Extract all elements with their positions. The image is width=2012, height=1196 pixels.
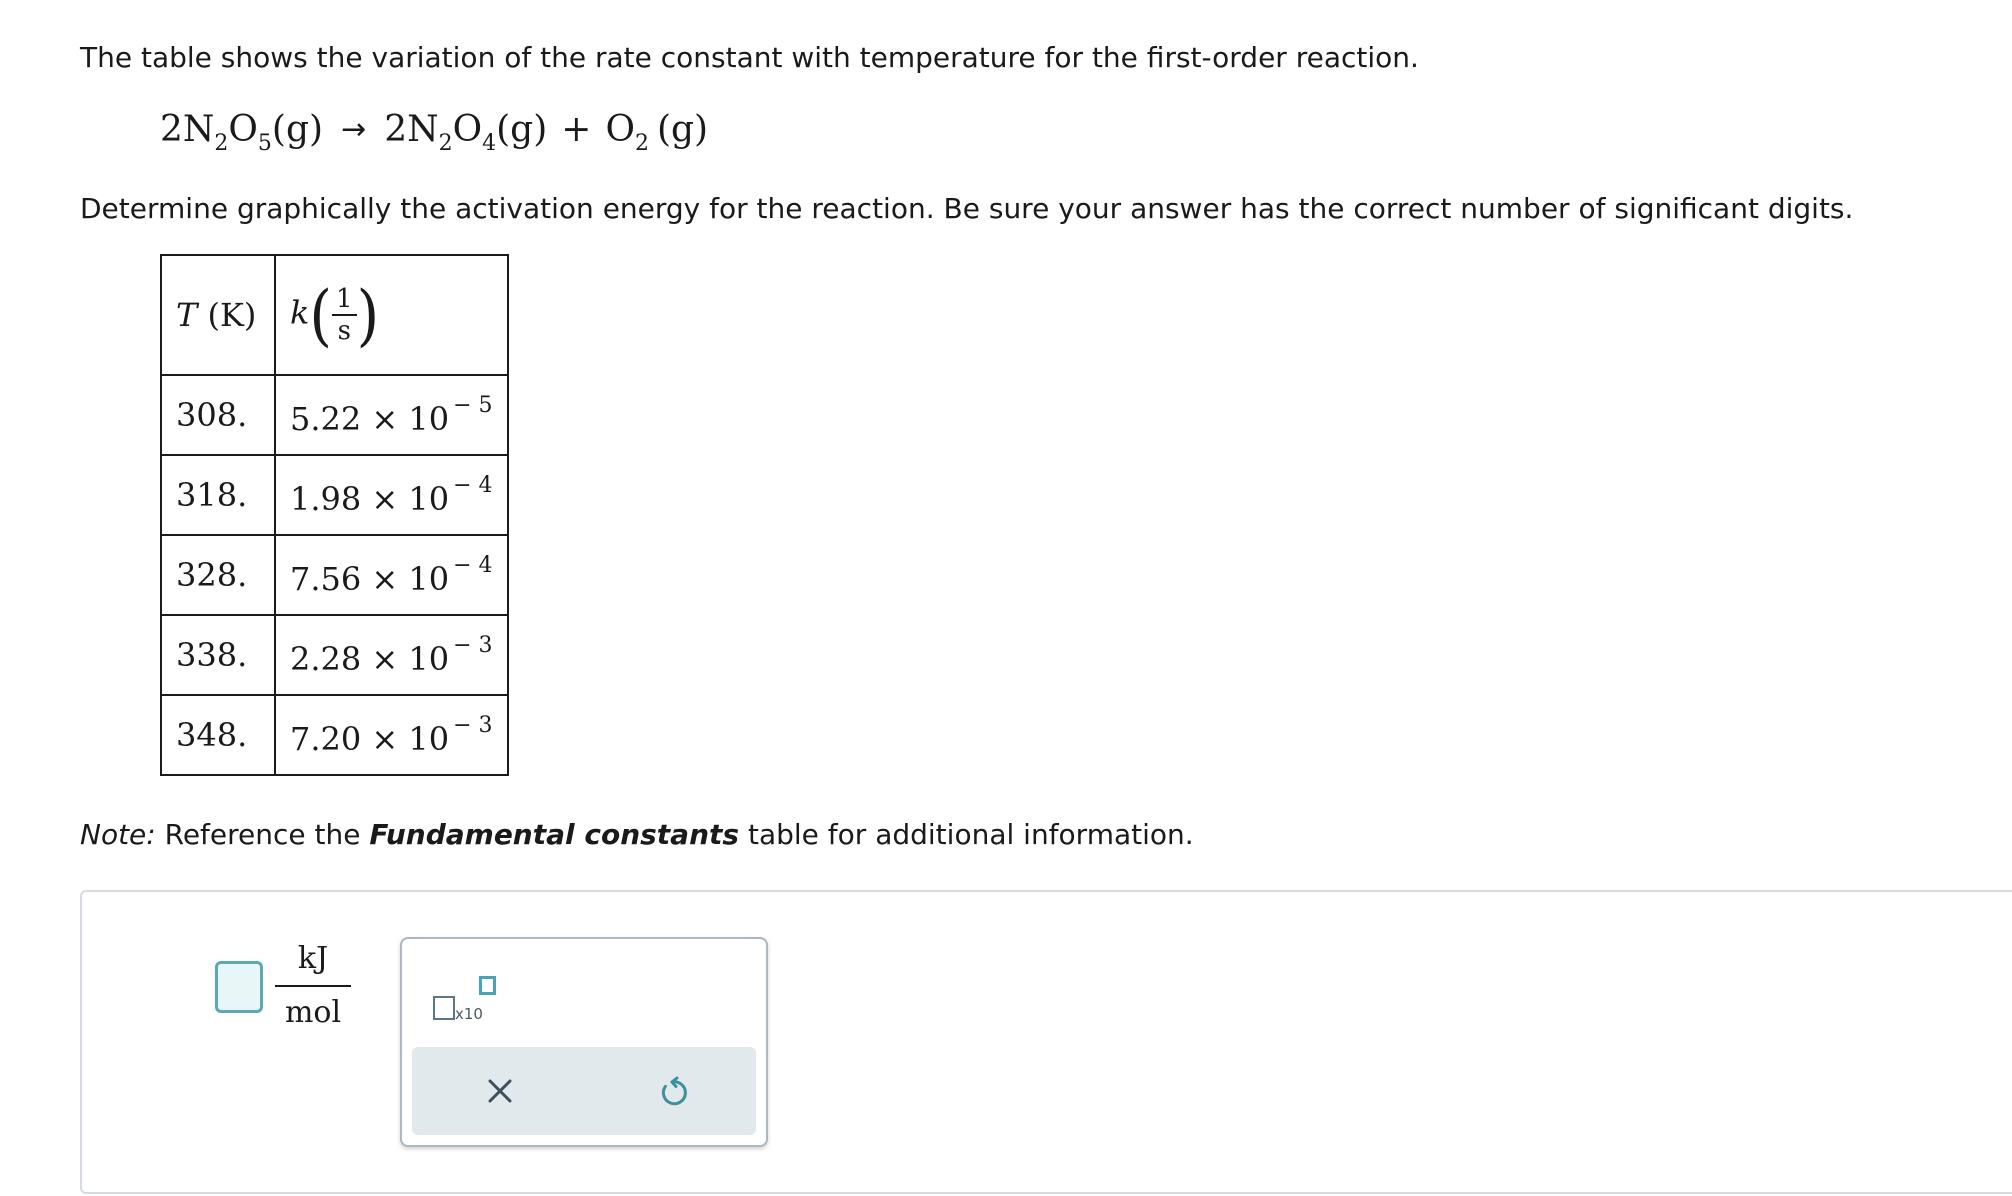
undo-button[interactable] <box>650 1069 694 1113</box>
table-row <box>161 615 508 695</box>
palette-action-bar <box>412 1047 756 1135</box>
rate-constant-cell: 1.98 × 10 $^{- 4}$ <box>275 455 508 535</box>
temperature-cell: 338. <box>161 615 275 695</box>
reference-note: Note: Reference the Fundamental constants table for additional information. <box>80 818 1194 851</box>
rate-constant-cell: 7.20 × 10 $^{- 3}$ <box>275 695 508 775</box>
answer-unit <box>275 938 351 1034</box>
header-temperature: T (K) <box>161 255 275 375</box>
answer-area <box>80 890 2012 1194</box>
rate-constant-cell: 5.22 × 10 $^{- 5}$ <box>275 375 508 455</box>
unit-numerator: kJ <box>297 941 329 976</box>
table-row <box>161 695 508 775</box>
temperature-cell: 318. <box>161 455 275 535</box>
unit-fraction: $\frac{1}{s}$ <box>332 284 357 346</box>
scientific-notation-button[interactable] <box>433 976 503 1028</box>
undo-icon <box>650 1069 694 1113</box>
math-palette <box>400 937 768 1147</box>
fundamental-constants-link[interactable]: Fundamental constants <box>369 818 740 851</box>
reaction-arrow-icon: → <box>341 112 367 147</box>
reactant: $2N_2O_5(g)$ <box>160 109 324 156</box>
rate-constant-table <box>160 254 509 776</box>
header-rate-constant: k( $\frac{1}{s}$ ) <box>275 255 508 375</box>
unit-denominator: mol <box>284 995 342 1030</box>
question-instruction: Determine graphically the activation energy for the reaction. Be sure your answer has the correct number of significant digits. <box>80 192 1854 225</box>
product-1: $2N_2O_4(g)$ <box>384 109 548 156</box>
table-header-row <box>161 255 508 375</box>
rate-constant-cell: 7.56 × 10 $^{- 4}$ <box>275 535 508 615</box>
plus-sign: + <box>561 109 592 150</box>
table-row <box>161 375 508 455</box>
table-row <box>161 455 508 535</box>
fraction-bar <box>275 985 351 987</box>
exponent-box-icon <box>479 976 496 995</box>
note-label: Note: <box>80 818 156 851</box>
temperature-cell: 308. <box>161 375 275 455</box>
temperature-cell: 348. <box>161 695 275 775</box>
question-intro: The table shows the variation of the rate constant with temperature for the first-order reaction. <box>80 41 1419 74</box>
clear-button[interactable] <box>478 1069 522 1113</box>
table-row <box>161 535 508 615</box>
rate-constant-cell: 2.28 × 10 $^{- 3}$ <box>275 615 508 695</box>
chemical-equation <box>160 102 708 160</box>
activation-energy-input[interactable] <box>215 961 263 1013</box>
product-2: $O_2$ (g) <box>605 109 709 156</box>
close-icon <box>478 1069 522 1113</box>
x10-label: x10 <box>455 1005 483 1023</box>
temperature-cell: 328. <box>161 535 275 615</box>
mantissa-box-icon <box>433 996 455 1020</box>
